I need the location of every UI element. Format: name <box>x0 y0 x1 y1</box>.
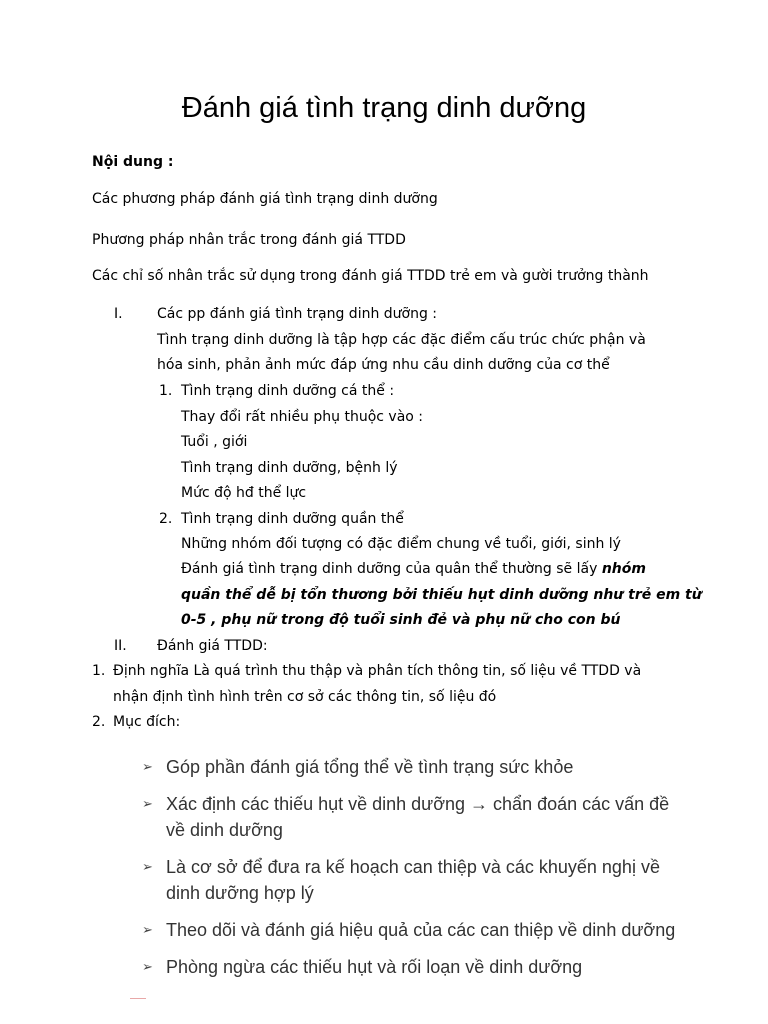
purpose-heading: Mục đích: <box>113 714 181 730</box>
contents-item: Phương pháp nhân trắc trong đánh giá TTDD <box>92 232 406 248</box>
plain-text: Đánh giá tình trạng dinh dưỡng của quân thể thường sẽ lấy <box>181 561 602 577</box>
subsection-marker: 2. <box>159 511 173 527</box>
page-title: Đánh giá tình trạng dinh dưỡng <box>181 92 587 124</box>
purpose-text: Xác định các thiếu hụt về dinh dưỡng → chẩn đoán các vấn đề <box>166 794 670 814</box>
purpose-text: Theo dõi và đánh giá hiệu quả của các can thiệp về dinh dưỡng <box>166 920 676 940</box>
arrow-bullet-icon: ➢ <box>142 922 153 937</box>
contents-item: Các phương pháp đánh giá tình trạng dinh dưỡng <box>92 191 438 207</box>
section-desc: hóa sinh, phản ảnh mức đáp ứng nhu cầu dinh dưỡng của cơ thể <box>157 357 610 373</box>
emphasis-text: nhóm <box>601 561 646 577</box>
definition-line: Định nghĩa Là quá trình thu thập và phân tích thông tin, số liệu về TTDD và <box>113 663 642 679</box>
subsection-line: Tình trạng dinh dưỡng, bệnh lý <box>181 460 398 476</box>
purpose-text: dinh dưỡng hợp lý <box>166 883 314 903</box>
list-marker: 2. <box>92 714 106 730</box>
definition-line: nhận định tình hình trên cơ sở các thông tin, số liệu đó <box>113 689 497 705</box>
list-marker: 1. <box>92 663 106 679</box>
emphasis-line: 0-5 , phụ nữ trong độ tuổi sinh đẻ và phụ nữ cho con bú <box>181 612 621 628</box>
subsection-line: Thay đổi rất nhiều phụ thuộc vào : <box>181 409 424 425</box>
decorative-dash <box>130 998 146 999</box>
purpose-text: Là cơ sở để đưa ra kế hoạch can thiệp và các khuyến nghị về <box>166 857 660 877</box>
arrow-bullet-icon: ➢ <box>142 959 153 974</box>
purpose-text: Góp phần đánh giá tổng thể về tình trạng sức khỏe <box>166 757 574 777</box>
section-desc: Tình trạng dinh dưỡng là tập hợp các đặc điểm cấu trúc chức phận và <box>157 332 646 348</box>
emphasis-line: quần thể dễ bị tổn thương bởi thiếu hụt dinh dưỡng như trẻ em từ <box>181 587 702 603</box>
contents-item: Các chỉ số nhân trắc sử dụng trong đánh giá TTDD trẻ em và gười trưởng thành <box>92 268 649 284</box>
subsection-line: Những nhóm đối tượng có đặc điểm chung về tuổi, giới, sinh lý <box>181 536 621 552</box>
subsection-marker: 1. <box>159 383 173 399</box>
section-heading: Đánh giá TTDD: <box>157 638 268 654</box>
subsection-heading: Tình trạng dinh dưỡng cá thể : <box>181 383 395 399</box>
purpose-text: về dinh dưỡng <box>166 820 283 840</box>
arrow-bullet-icon: ➢ <box>142 859 153 874</box>
section-marker: II. <box>114 638 127 654</box>
purpose-image <box>130 742 730 1012</box>
purpose-text: Phòng ngừa các thiếu hụt và rối loạn về dinh dưỡng <box>166 957 583 977</box>
subsection-line <box>181 557 646 582</box>
section-heading: Các pp đánh giá tình trạng dinh dưỡng : <box>157 306 438 322</box>
arrow-bullet-icon: ➢ <box>142 796 153 811</box>
subsection-heading: Tình trạng dinh dưỡng quần thể <box>181 511 404 527</box>
subsection-line: Mức độ hđ thể lực <box>181 485 307 501</box>
subsection-line: Tuổi , giới <box>181 434 248 450</box>
section-marker: I. <box>114 306 123 322</box>
arrow-bullet-icon: ➢ <box>142 759 153 774</box>
contents-heading: Nội dung : <box>92 154 174 170</box>
